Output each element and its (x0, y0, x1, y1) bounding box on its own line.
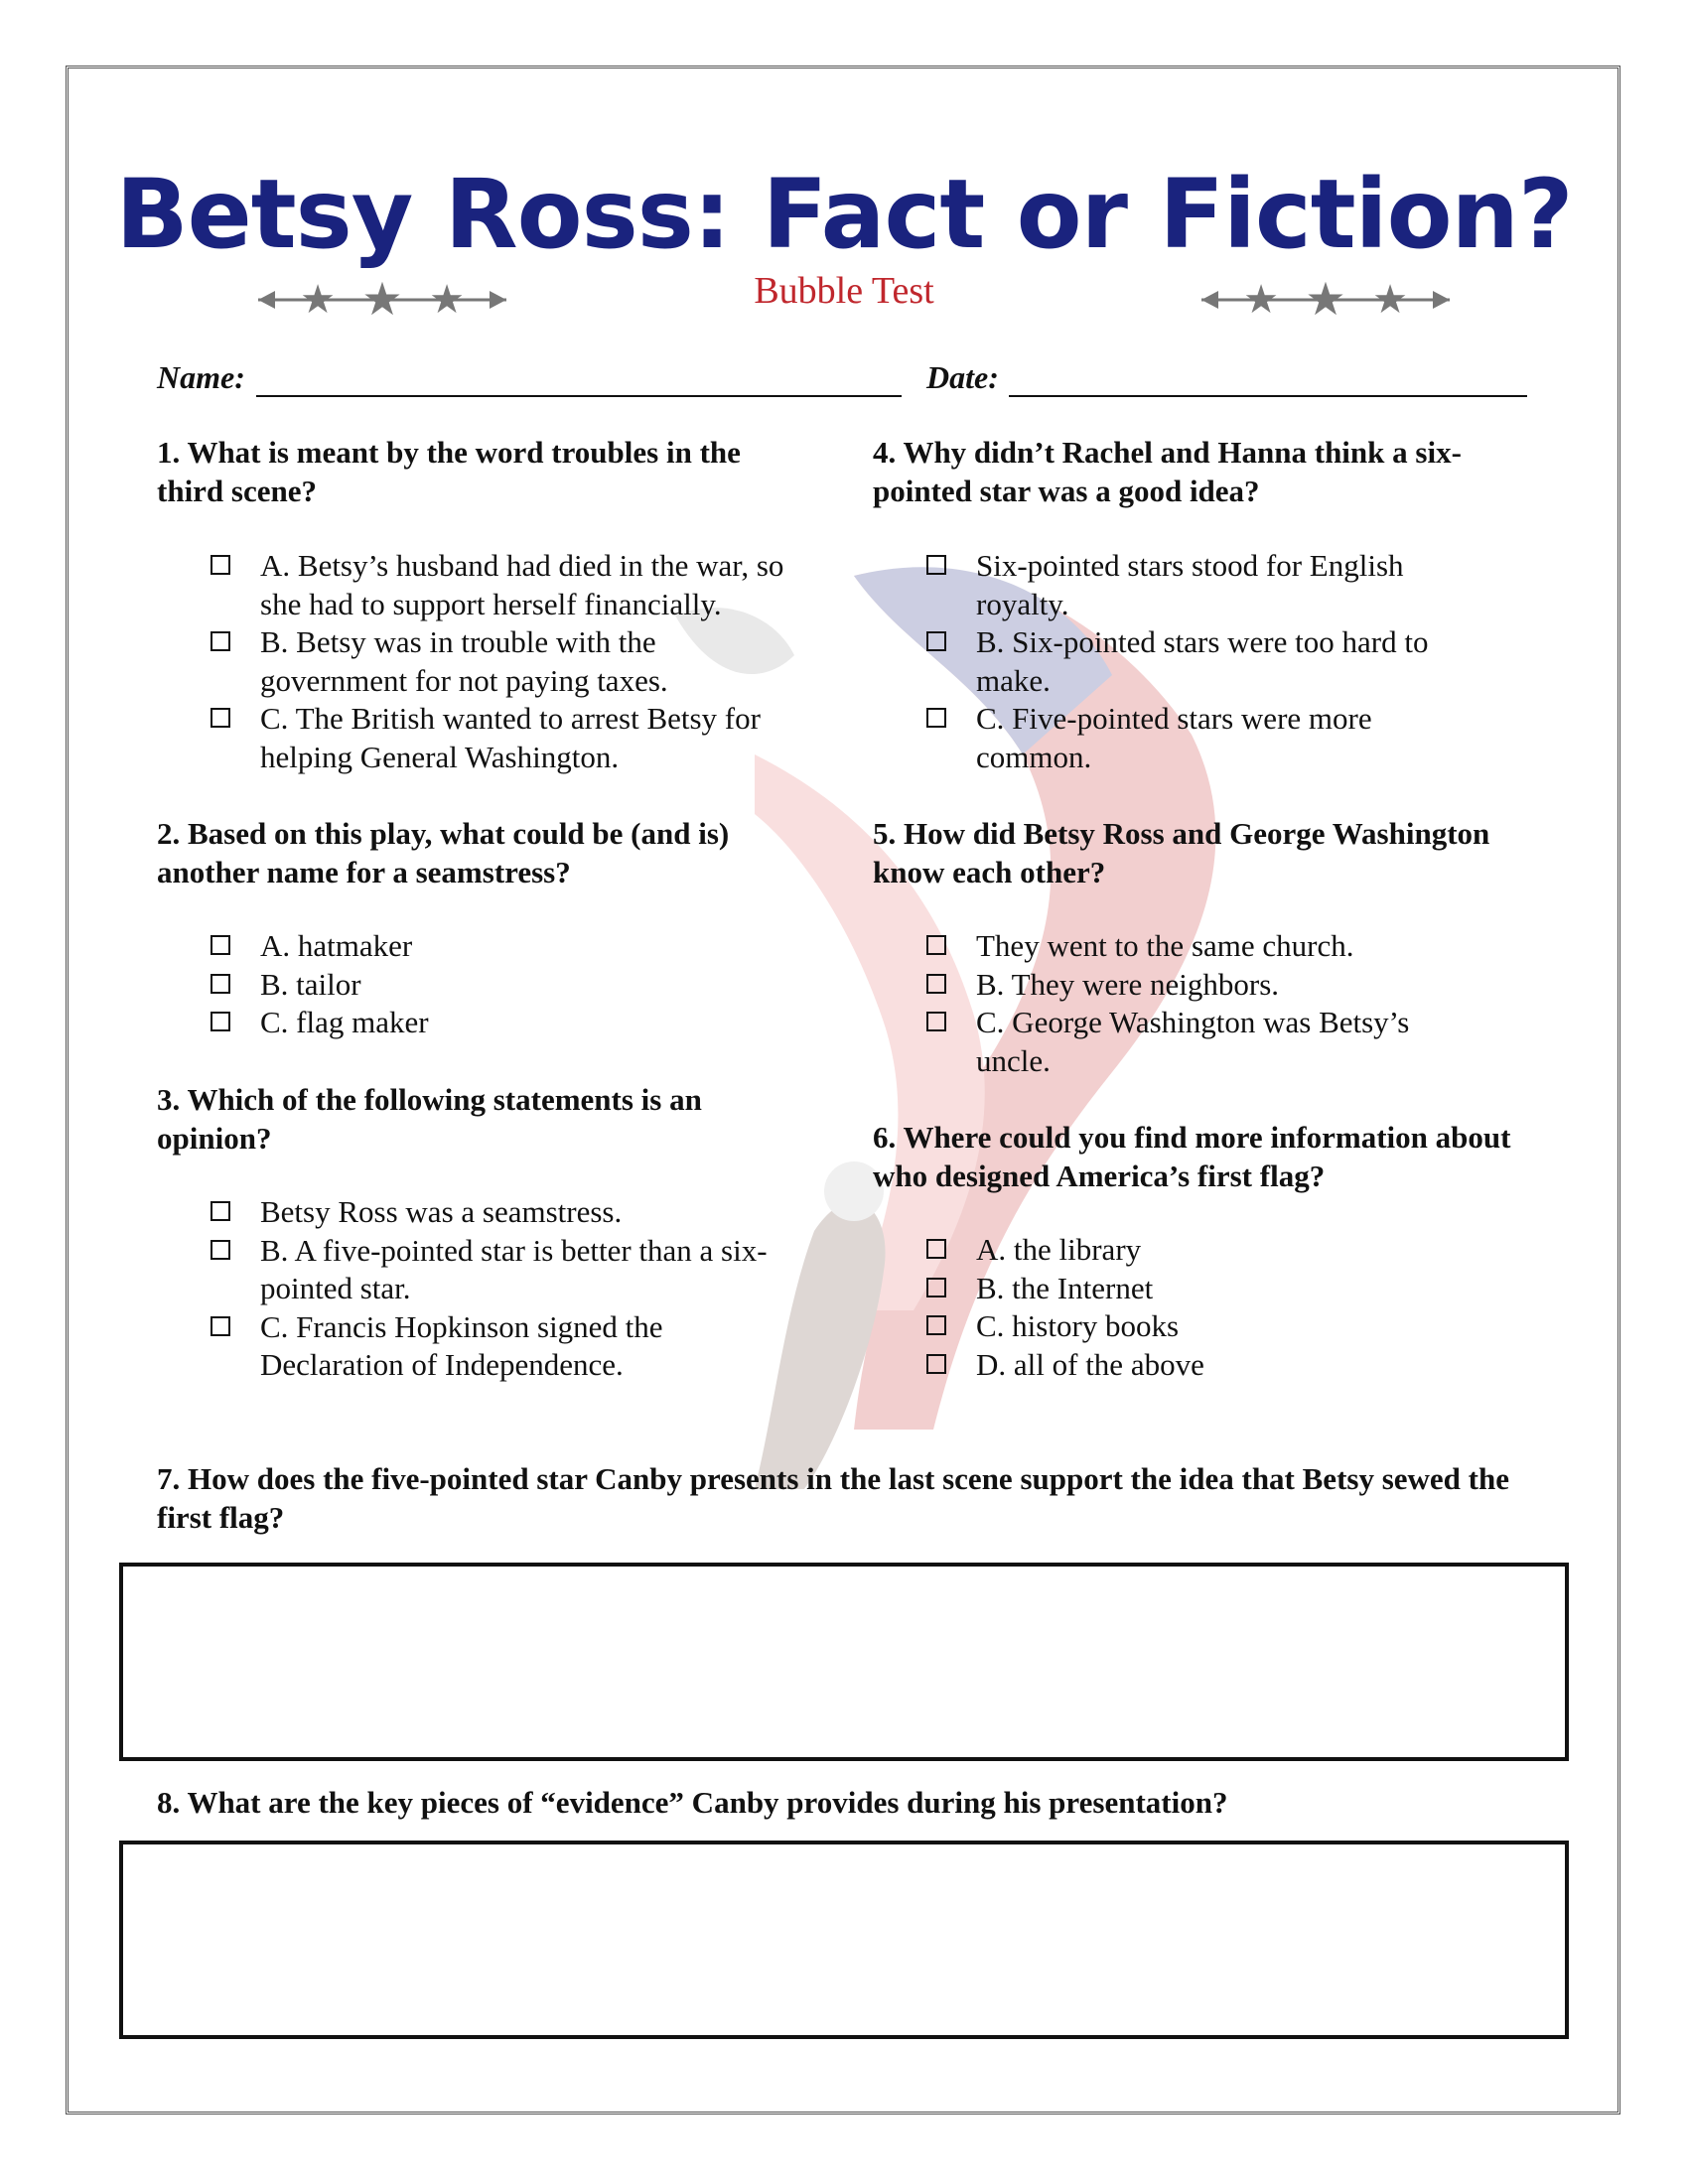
checkbox[interactable] (211, 1240, 230, 1260)
page-subtitle: Bubble Test (754, 270, 934, 312)
checkbox[interactable] (211, 1201, 230, 1221)
name-field[interactable] (256, 395, 902, 397)
checkbox[interactable] (211, 1316, 230, 1336)
answer-option[interactable]: They went to the same church. (926, 927, 1482, 966)
checkbox[interactable] (926, 631, 946, 651)
answer-option[interactable]: C. flag maker (211, 1004, 806, 1042)
question-7: 7. How does the five-pointed star Canby presents in the last scene support the idea that Betsy sewed the first flag? (157, 1461, 1509, 1535)
question-1: 1. What is meant by the word troubles in the third scene? (157, 435, 741, 508)
checkbox[interactable] (211, 1012, 230, 1031)
answer-option[interactable]: A. Betsy’s husband had died in the war, so she had to support herself financially. (211, 547, 806, 623)
answer-option[interactable]: C. The British wanted to arrest Betsy for helping General Washington. (211, 700, 806, 776)
answer-option[interactable]: B. Six-pointed stars were too hard to make. (926, 623, 1482, 700)
checkbox[interactable] (926, 935, 946, 955)
svg-text:★: ★ (300, 280, 336, 320)
answer-option[interactable]: A. hatmaker (211, 927, 806, 966)
answer-option[interactable]: B. They were neighbors. (926, 966, 1482, 1005)
question-2-options (211, 927, 806, 1042)
name-label: Name: (157, 359, 245, 395)
answer-box-8[interactable] (119, 1841, 1569, 2039)
answer-option[interactable]: C. George Washington was Betsy’s uncle. (926, 1004, 1482, 1080)
question-5-options (926, 927, 1482, 1080)
checkbox[interactable] (926, 1239, 946, 1259)
question-6-options (926, 1231, 1482, 1384)
question-1-options (211, 547, 806, 776)
svg-text:★: ★ (1305, 280, 1346, 320)
question-3-options (211, 1193, 806, 1385)
question-5: 5. How did Betsy Ross and George Washington know each other? (873, 816, 1490, 889)
checkbox[interactable] (211, 555, 230, 575)
answer-option[interactable]: B. A five-pointed star is better than a six-pointed star. (211, 1232, 806, 1308)
answer-option[interactable]: B. the Internet (926, 1270, 1482, 1308)
answer-option[interactable]: C. Five-pointed stars were more common. (926, 700, 1482, 776)
answer-option[interactable]: Six-pointed stars stood for English royalty. (926, 547, 1482, 623)
answer-option[interactable]: C. history books (926, 1307, 1482, 1346)
page-title: Betsy Ross: Fact or Fiction? (115, 159, 1573, 270)
answer-option[interactable]: D. all of the above (926, 1346, 1482, 1385)
question-2: 2. Based on this play, what could be (and is) another name for a seamstress? (157, 816, 730, 889)
answer-option[interactable]: B. tailor (211, 966, 806, 1005)
checkbox[interactable] (926, 555, 946, 575)
question-8: 8. What are the key pieces of “evidence” Canby provides during his presentation? (157, 1785, 1228, 1820)
question-4-options (926, 547, 1482, 776)
svg-text:★: ★ (429, 280, 465, 320)
answer-option[interactable]: C. Francis Hopkinson signed the Declaration of Independence. (211, 1308, 806, 1385)
answer-option[interactable]: Betsy Ross was a seamstress. (211, 1193, 806, 1232)
question-4: 4. Why didn’t Rachel and Hanna think a six-pointed star was a good idea? (873, 435, 1462, 508)
star-ornament-right (1196, 280, 1455, 320)
checkbox[interactable] (211, 935, 230, 955)
checkbox[interactable] (211, 974, 230, 994)
checkbox[interactable] (211, 708, 230, 728)
date-field[interactable] (1009, 395, 1527, 397)
checkbox[interactable] (926, 1354, 946, 1374)
svg-text:★: ★ (1372, 280, 1408, 320)
question-6: 6. Where could you find more information about who designed America’s first flag? (873, 1120, 1511, 1193)
svg-text:★: ★ (361, 280, 403, 320)
answer-box-7[interactable] (119, 1563, 1569, 1761)
answer-option[interactable]: A. the library (926, 1231, 1482, 1270)
checkbox[interactable] (211, 631, 230, 651)
checkbox[interactable] (926, 1278, 946, 1297)
checkbox[interactable] (926, 1012, 946, 1031)
checkbox[interactable] (926, 708, 946, 728)
svg-text:★: ★ (1243, 280, 1279, 320)
checkbox[interactable] (926, 1315, 946, 1335)
checkbox[interactable] (926, 974, 946, 994)
question-3: 3. Which of the following statements is an opinion? (157, 1082, 702, 1156)
answer-option[interactable]: B. Betsy was in trouble with the government for not paying taxes. (211, 623, 806, 700)
date-label: Date: (926, 359, 999, 395)
